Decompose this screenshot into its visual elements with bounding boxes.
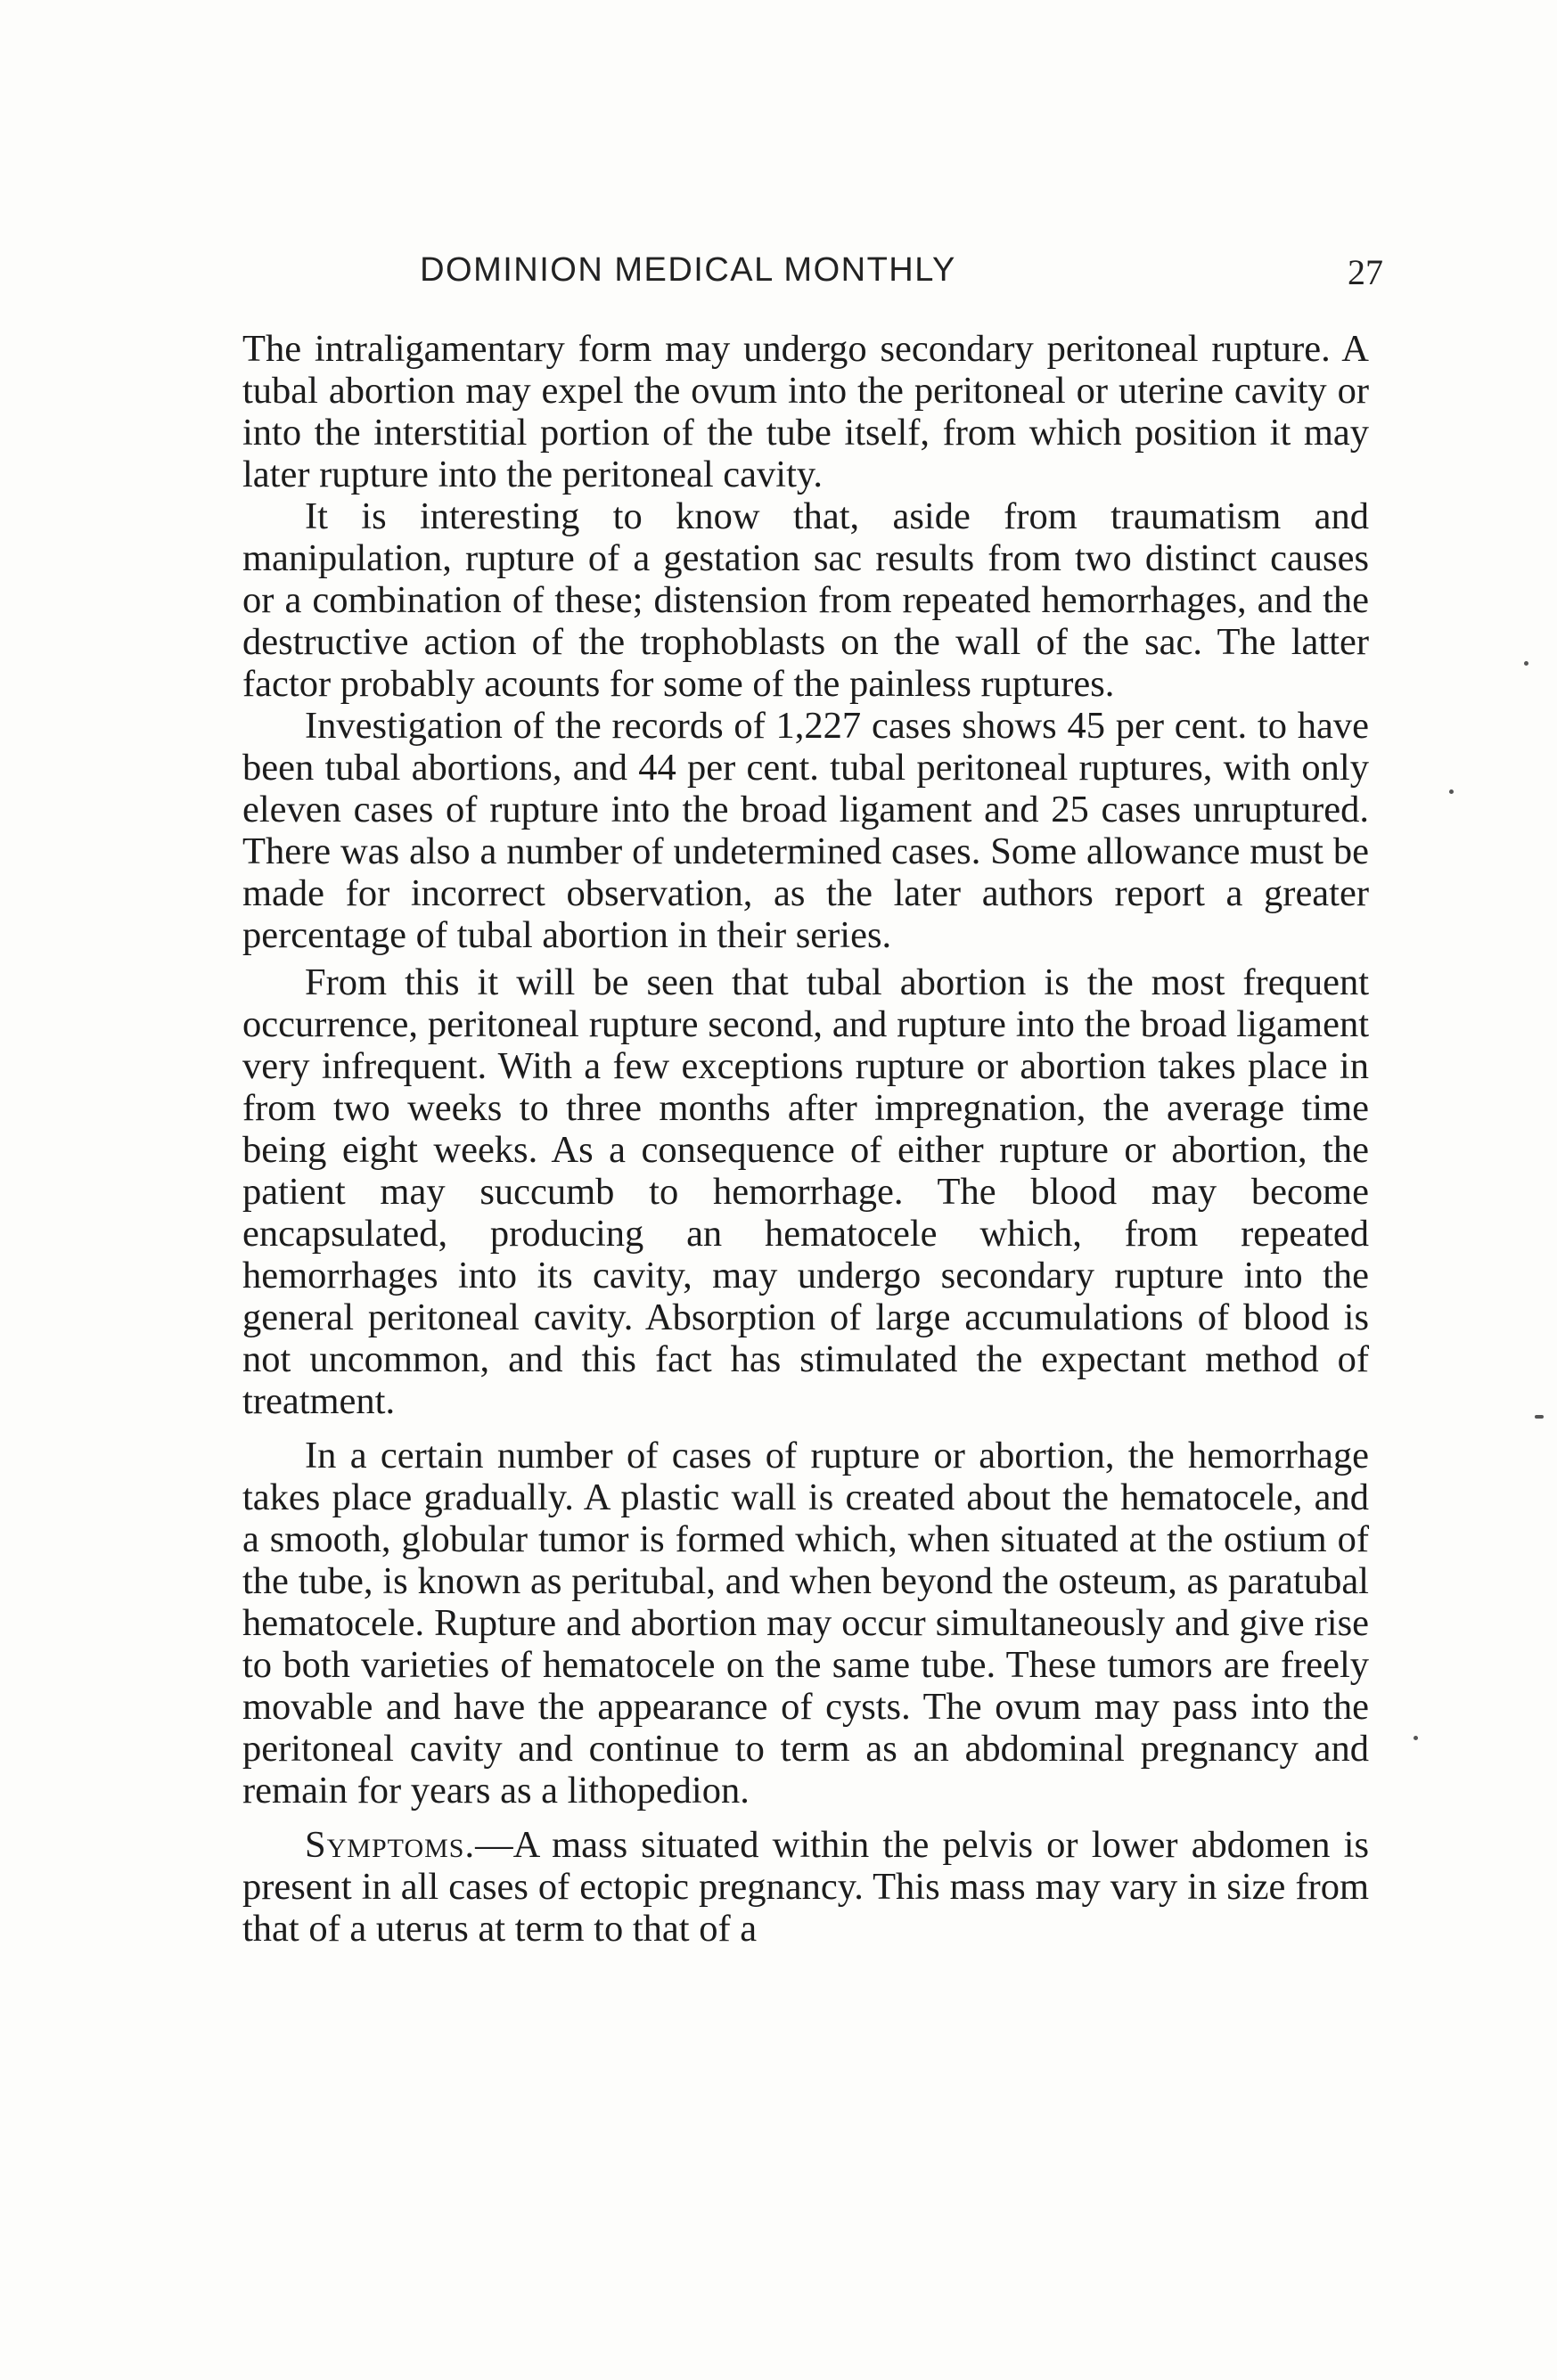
section-heading-symptoms: Symptoms. (305, 1824, 476, 1866)
page-number: 27 (1348, 252, 1383, 292)
symptoms-text: —A mass situated within the pelvis or lower abdomen is present in all cases of ectopic pregnancy. This mass may vary in size from that of a uterus at term to that of a (242, 1824, 1369, 1950)
paragraph-symptoms (242, 1824, 1369, 1950)
running-head (242, 251, 1383, 299)
body-text (242, 328, 1369, 1950)
paragraph-3: Investigation of the records of 1,227 cases shows 45 per cent. to have been tubal abortions, and 44 per cent. tubal peritoneal ruptures, with only eleven cases of rupture into the broad ligament and 25 cases unruptured. There was also a number of undetermined cases. Some allowance must be made for incorrect observation, as the later authors report a greater percentage of tubal abortion in their series. (242, 705, 1369, 956)
scan-speck (1449, 789, 1454, 794)
scan-speck (1414, 1736, 1418, 1740)
journal-title: DOMINION MEDICAL MONTHLY (420, 251, 956, 289)
paragraph-4: From this it will be seen that tubal abortion is the most frequent occurrence, peritoneal rupture second, and rupture into the broad ligament very infrequent. With a few exceptions rupture or abortion takes place in from two weeks to three months after impregnation, the average time being eight weeks. As a consequence of either rupture or abortion, the patient may succumb to hemorrhage. The blood may become encapsulated, producing an hematocele which, from repeated hemorrhages into its cavity, may undergo secondary rupture into the general peritoneal cavity. Absorption of large accumulations of blood is not uncommon, and this fact has stimulated the expectant method of treatment. (242, 961, 1369, 1422)
scan-speck (1524, 661, 1528, 666)
paragraph-5: In a certain number of cases of rupture or abortion, the hemorrhage takes place gradually. A plastic wall is created about the hematocele, and a smooth, globular tumor is formed which, when situated at the ostium of the tube, is known as peritubal, and when beyond the osteum, as paratubal hematocele. Rupture and abortion may occur simultaneously and give rise to both varieties of hematocele on the same tube. These tumors are freely movable and have the appearance of cysts. The ovum may pass into the peritoneal cavity and continue to term as an abdominal pregnancy and remain for years as a lithopedion. (242, 1435, 1369, 1812)
paragraph-1: The intraligamentary form may undergo secondary peritoneal rupture. A tubal abortion may expel the ovum into the peritoneal or uterine cavity or into the interstitial portion of the tube itself, from which position it may later rupture into the peritoneal cavity. (242, 328, 1369, 495)
scan-speck (1535, 1415, 1544, 1419)
paragraph-2: It is interesting to know that, aside from traumatism and manipulation, rupture of a gestation sac results from two distinct causes or a combination of these; distension from repeated hemorrhages, and the destructive action of the trophoblasts on the wall of the sac. The latter factor probably acounts for some of the painless ruptures. (242, 495, 1369, 705)
